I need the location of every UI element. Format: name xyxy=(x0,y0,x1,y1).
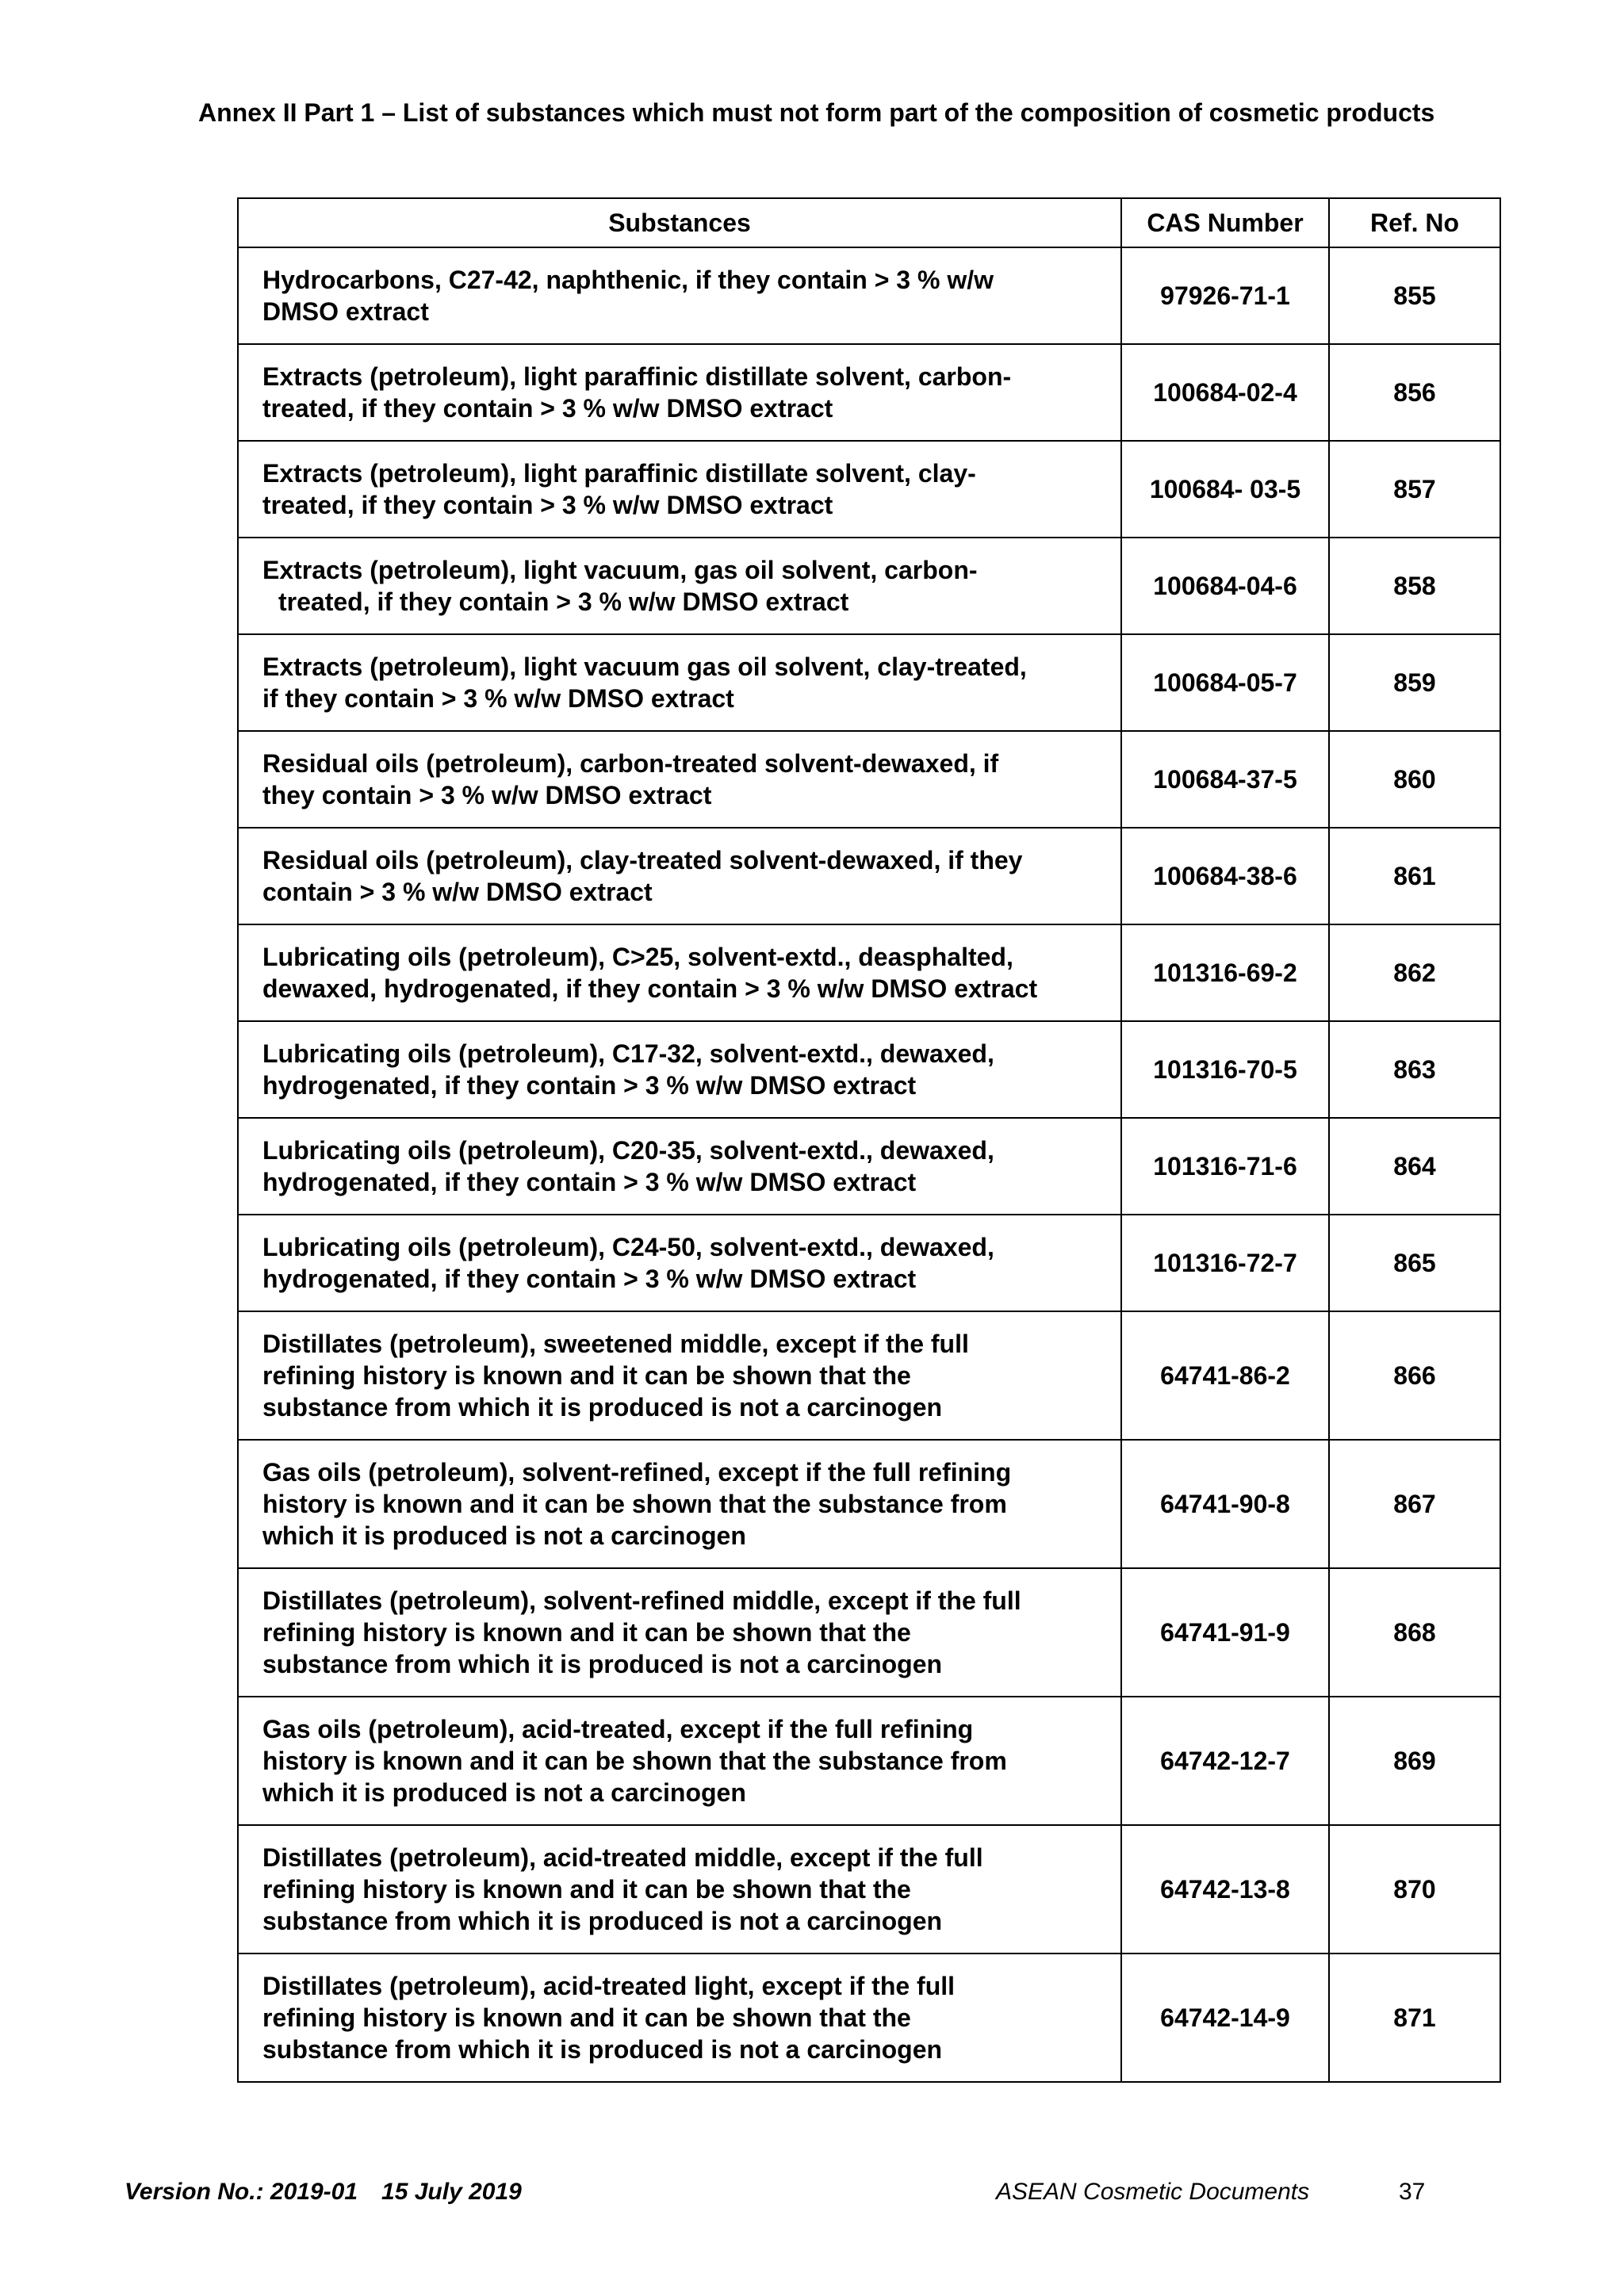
substance-cell xyxy=(238,441,1121,538)
substance-line: hydrogenated, if they contain > 3 % w/w DMSO extract xyxy=(262,1071,917,1100)
table-row xyxy=(238,828,1500,924)
cas-number-cell: 64742-14-9 xyxy=(1121,1954,1329,2082)
substance-line: which it is produced is not a carcinogen xyxy=(262,1521,746,1550)
ref-no-cell: 868 xyxy=(1329,1568,1500,1697)
cas-number-cell: 64742-13-8 xyxy=(1121,1825,1329,1954)
substance-line: Extracts (petroleum), light paraffinic distillate solvent, clay- xyxy=(262,459,976,488)
substance-line: treated, if they contain > 3 % w/w DMSO extract xyxy=(262,491,833,519)
substance-cell xyxy=(238,1825,1121,1954)
footer-version xyxy=(124,2176,522,2208)
substance-line: Lubricating oils (petroleum), C20-35, solvent-extd., dewaxed, xyxy=(262,1136,994,1165)
cas-number-cell: 101316-72-7 xyxy=(1121,1215,1329,1311)
substance-line: which it is produced is not a carcinogen xyxy=(262,1778,746,1807)
footer-document-title: ASEAN Cosmetic Documents xyxy=(996,2179,1310,2205)
substance-line: hydrogenated, if they contain > 3 % w/w DMSO extract xyxy=(262,1265,917,1293)
cas-number-cell: 100684-04-6 xyxy=(1121,538,1329,634)
substance-line: Lubricating oils (petroleum), C24-50, solvent-extd., dewaxed, xyxy=(262,1233,994,1261)
cas-number-cell: 101316-70-5 xyxy=(1121,1021,1329,1118)
substance-line: refining history is known and it can be shown that the xyxy=(262,1361,911,1390)
substance-line: Extracts (petroleum), light vacuum gas oil solvent, clay-treated, xyxy=(262,652,1027,681)
table-row xyxy=(238,344,1500,441)
substance-line: substance from which it is produced is not a carcinogen xyxy=(262,1650,943,1678)
ref-no-cell: 862 xyxy=(1329,924,1500,1021)
ref-no-cell: 866 xyxy=(1329,1311,1500,1440)
version-date: 15 July 2019 xyxy=(381,2179,522,2205)
substance-line: Gas oils (petroleum), solvent-refined, except if the full refining xyxy=(262,1458,1012,1487)
substance-cell xyxy=(238,538,1121,634)
substance-cell xyxy=(238,924,1121,1021)
table-row xyxy=(238,1215,1500,1311)
table-row xyxy=(238,1021,1500,1118)
substance-line: treated, if they contain > 3 % w/w DMSO extract xyxy=(278,587,849,616)
header-cas-number: CAS Number xyxy=(1121,198,1329,247)
ref-no-cell: 855 xyxy=(1329,247,1500,344)
substance-cell xyxy=(238,828,1121,924)
substance-line: Residual oils (petroleum), clay-treated solvent-dewaxed, if they xyxy=(262,846,1023,874)
version-number: Version No.: 2019-01 xyxy=(124,2179,358,2205)
substance-line: Distillates (petroleum), acid-treated middle, except if the full xyxy=(262,1843,983,1872)
table-row xyxy=(238,441,1500,538)
substance-line: Hydrocarbons, C27-42, naphthenic, if they contain > 3 % w/w xyxy=(262,266,994,294)
substance-line: if they contain > 3 % w/w DMSO extract xyxy=(262,684,734,713)
ref-no-cell: 864 xyxy=(1329,1118,1500,1215)
substance-line: Lubricating oils (petroleum), C17-32, solvent-extd., dewaxed, xyxy=(262,1039,994,1068)
substance-line: refining history is known and it can be shown that the xyxy=(262,1875,911,1904)
substance-line: they contain > 3 % w/w DMSO extract xyxy=(262,781,712,809)
cas-number-cell: 64741-91-9 xyxy=(1121,1568,1329,1697)
substance-cell xyxy=(238,731,1121,828)
table-row xyxy=(238,924,1500,1021)
cas-number-cell: 100684-38-6 xyxy=(1121,828,1329,924)
substance-line: dewaxed, hydrogenated, if they contain > 3 % w/w DMSO extract xyxy=(262,974,1038,1003)
table-row xyxy=(238,634,1500,731)
table-header-row xyxy=(238,198,1500,247)
header-substances: Substances xyxy=(238,198,1121,247)
table-row xyxy=(238,1311,1500,1440)
substance-line: Distillates (petroleum), sweetened middle, except if the full xyxy=(262,1330,969,1358)
ref-no-cell: 863 xyxy=(1329,1021,1500,1118)
substance-line: substance from which it is produced is not a carcinogen xyxy=(262,1393,943,1422)
ref-no-cell: 859 xyxy=(1329,634,1500,731)
cas-number-cell: 97926-71-1 xyxy=(1121,247,1329,344)
table-row xyxy=(238,1954,1500,2082)
substance-line: contain > 3 % w/w DMSO extract xyxy=(262,878,653,906)
substance-line: treated, if they contain > 3 % w/w DMSO extract xyxy=(262,394,833,423)
table-row xyxy=(238,538,1500,634)
header-ref-no: Ref. No xyxy=(1329,198,1500,247)
cas-number-cell: 100684-37-5 xyxy=(1121,731,1329,828)
cas-number-cell: 100684- 03-5 xyxy=(1121,441,1329,538)
substance-line: Lubricating oils (petroleum), C>25, solvent-extd., deasphalted, xyxy=(262,943,1013,971)
table-row xyxy=(238,1825,1500,1954)
substance-cell xyxy=(238,1697,1121,1825)
substance-line: Distillates (petroleum), acid-treated light, except if the full xyxy=(262,1972,956,2000)
ref-no-cell: 870 xyxy=(1329,1825,1500,1954)
ref-no-cell: 857 xyxy=(1329,441,1500,538)
table-row xyxy=(238,1118,1500,1215)
ref-no-cell: 861 xyxy=(1329,828,1500,924)
substance-cell xyxy=(238,634,1121,731)
substance-line: substance from which it is produced is not a carcinogen xyxy=(262,1907,943,1935)
substance-cell xyxy=(238,1311,1121,1440)
cas-number-cell: 64742-12-7 xyxy=(1121,1697,1329,1825)
substance-cell xyxy=(238,1568,1121,1697)
cas-number-cell: 100684-02-4 xyxy=(1121,344,1329,441)
ref-no-cell: 860 xyxy=(1329,731,1500,828)
substance-line: refining history is known and it can be shown that the xyxy=(262,1618,911,1647)
substance-line: Distillates (petroleum), solvent-refined middle, except if the full xyxy=(262,1586,1021,1615)
substance-cell xyxy=(238,344,1121,441)
ref-no-cell: 865 xyxy=(1329,1215,1500,1311)
ref-no-cell: 869 xyxy=(1329,1697,1500,1825)
substance-cell xyxy=(238,1021,1121,1118)
substance-line: Residual oils (petroleum), carbon-treated solvent-dewaxed, if xyxy=(262,749,999,778)
substance-line: hydrogenated, if they contain > 3 % w/w DMSO extract xyxy=(262,1168,917,1196)
substance-cell xyxy=(238,1440,1121,1568)
substance-line: history is known and it can be shown that the substance from xyxy=(262,1747,1007,1775)
ref-no-cell: 871 xyxy=(1329,1954,1500,2082)
table-row xyxy=(238,247,1500,344)
substance-line: refining history is known and it can be shown that the xyxy=(262,2003,911,2032)
table-row xyxy=(238,731,1500,828)
cas-number-cell: 101316-71-6 xyxy=(1121,1118,1329,1215)
substance-cell xyxy=(238,1215,1121,1311)
substance-line: Gas oils (petroleum), acid-treated, except if the full refining xyxy=(262,1715,974,1743)
substance-line: DMSO extract xyxy=(262,297,429,326)
substance-cell xyxy=(238,1118,1121,1215)
cas-number-cell: 100684-05-7 xyxy=(1121,634,1329,731)
ref-no-cell: 858 xyxy=(1329,538,1500,634)
substance-cell xyxy=(238,1954,1121,2082)
ref-no-cell: 867 xyxy=(1329,1440,1500,1568)
ref-no-cell: 856 xyxy=(1329,344,1500,441)
table-row xyxy=(238,1568,1500,1697)
substance-line: Extracts (petroleum), light paraffinic distillate solvent, carbon- xyxy=(262,362,1012,391)
cas-number-cell: 64741-86-2 xyxy=(1121,1311,1329,1440)
substance-cell xyxy=(238,247,1121,344)
substance-line: substance from which it is produced is not a carcinogen xyxy=(262,2035,943,2064)
cas-number-cell: 64741-90-8 xyxy=(1121,1440,1329,1568)
table-row xyxy=(238,1440,1500,1568)
page-number: 37 xyxy=(1399,2179,1426,2205)
substance-line: Extracts (petroleum), light vacuum, gas oil solvent, carbon- xyxy=(262,556,978,584)
table-row xyxy=(238,1697,1500,1825)
cas-number-cell: 101316-69-2 xyxy=(1121,924,1329,1021)
substances-table xyxy=(237,197,1501,2083)
substance-line: history is known and it can be shown that the substance from xyxy=(262,1490,1007,1518)
page-heading: Annex II Part 1 – List of substances which must not form part of the composition of cosmetic products xyxy=(198,98,1435,127)
